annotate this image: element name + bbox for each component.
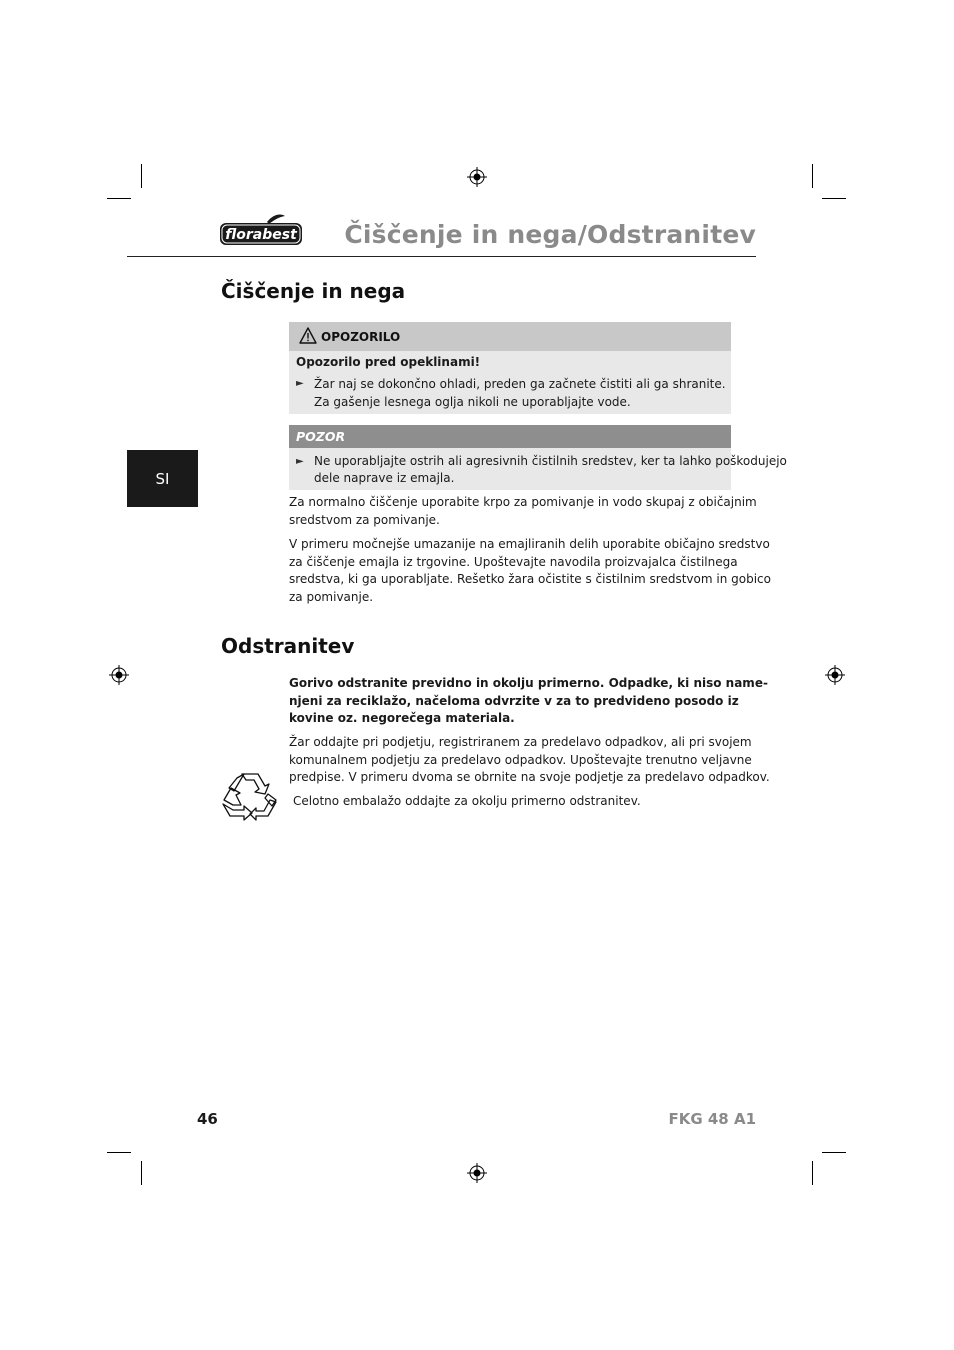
cleaning-paragraph-1	[289, 494, 757, 529]
registration-mark-icon	[109, 665, 129, 685]
florabest-logo	[219, 214, 303, 248]
logo-text: florabest	[225, 227, 297, 243]
crop-mark	[812, 1161, 813, 1185]
crop-mark	[107, 198, 131, 199]
disposal-paragraph	[289, 734, 770, 787]
model-number: FKG 48 A1	[668, 1110, 756, 1128]
section-title-cleaning: Čiščenje in nega	[221, 279, 406, 303]
crop-mark	[812, 164, 813, 188]
recycle-icon	[220, 770, 280, 826]
warning-header	[289, 322, 731, 351]
warning-triangle-icon	[299, 327, 317, 344]
text-line: Žar oddajte pri podjetju, registriranem za predelavo odpadkov, ali pri svojem	[289, 735, 752, 749]
text-line: Gorivo odstranite previdno in okolju primerno. Odpadke, ki niso name-	[289, 676, 768, 690]
registration-mark-icon	[467, 167, 487, 187]
warning-bullet-line: Za gašenje lesnega oglja nikoli ne uporabljajte vode.	[314, 395, 631, 409]
text-line: sredstvom za pomivanje.	[289, 512, 440, 527]
caution-box	[289, 425, 787, 490]
disposal-bold-paragraph	[289, 675, 768, 728]
crop-mark	[141, 164, 142, 188]
language-tab: SI	[127, 450, 198, 507]
crop-mark	[107, 1152, 131, 1153]
bullet-arrow-icon: ►	[296, 456, 304, 467]
text-line: sredstva, ki ga uporabljate. Rešetko žara očistite s čistilnim sredstvom in gobico	[289, 572, 771, 586]
cleaning-paragraph-2	[289, 536, 771, 606]
text-line: za pomivanje.	[289, 589, 374, 604]
registration-mark-icon	[825, 665, 845, 685]
header-rule	[127, 256, 756, 257]
page-number: 46	[197, 1110, 218, 1128]
crop-mark	[822, 198, 846, 199]
caution-header	[289, 425, 731, 448]
text-line: Za normalno čiščenje uporabite krpo za pomivanje in vodo skupaj z običajnim	[289, 495, 757, 509]
text-line: komunalnem podjetju za predelavo odpadkov. Upoštevajte trenutno veljavne	[289, 752, 752, 767]
packaging-line: Celotno embalažo oddajte za okolju primerno odstranitev.	[293, 794, 641, 808]
caution-label: POZOR	[296, 429, 346, 444]
text-line: V primeru močnejše umazanije na emajliranih delih uporabite običajno sredstvo	[289, 537, 770, 551]
crop-mark	[141, 1161, 142, 1185]
page-title: Čiščenje in nega/Odstranitev	[344, 220, 756, 249]
warning-box	[289, 322, 731, 414]
text-line: njeni za reciklažo, načeloma odvrzite v za to predvideno posodo iz	[289, 693, 739, 708]
warning-bullet-line: Žar naj se dokončno ohladi, preden ga začnete čistiti ali ga shranite.	[314, 377, 726, 391]
registration-mark-icon	[467, 1163, 487, 1183]
caution-bullet-line: dele naprave iz emajla.	[314, 471, 455, 485]
text-line: predpise. V primeru dvoma se obrnite na svoje podjetje za predelavo odpadkov.	[289, 770, 770, 784]
text-line: za čiščenje emajla iz trgovine. Upoštevajte navodila proizvajalca čistilnega	[289, 554, 738, 569]
crop-mark	[822, 1152, 846, 1153]
warning-subtitle: Opozorilo pred opeklinami!	[296, 355, 481, 369]
bullet-arrow-icon: ►	[296, 378, 304, 389]
warning-label: OPOZORILO	[321, 330, 401, 344]
text-line: kovine oz. negorečega materiala.	[289, 711, 515, 725]
caution-bullet-line: Ne uporabljajte ostrih ali agresivnih čistilnih sredstev, ker ta lahko poškodujejo	[314, 454, 787, 468]
section-title-disposal: Odstranitev	[221, 634, 355, 658]
